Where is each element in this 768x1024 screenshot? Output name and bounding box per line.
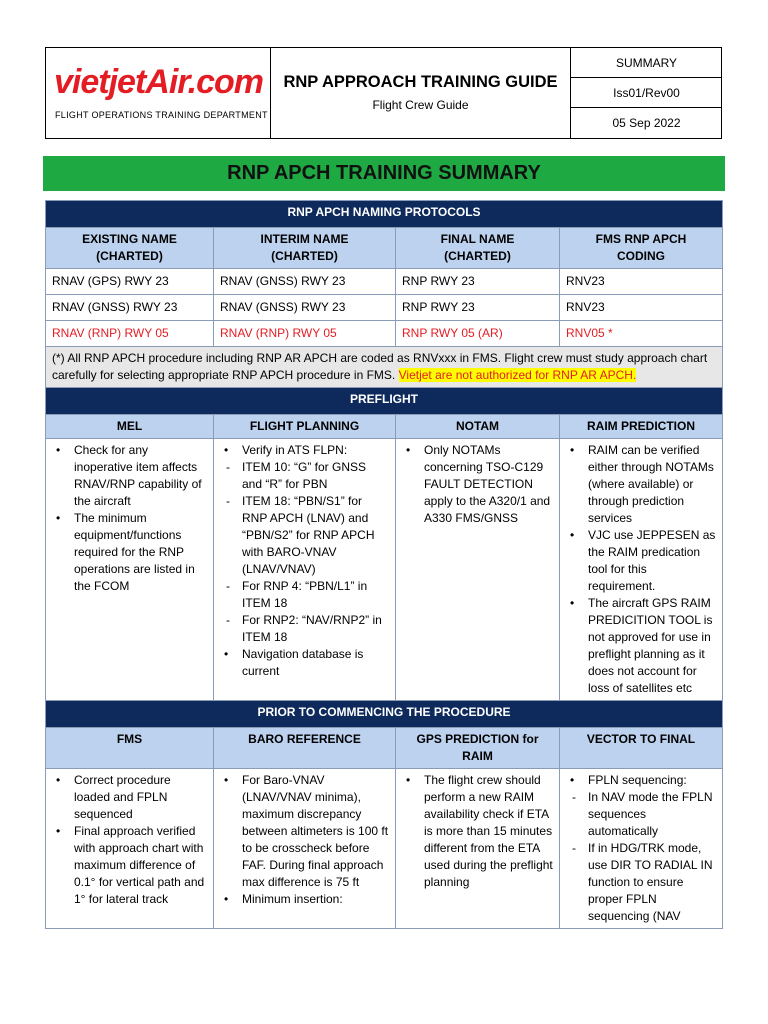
table-cell: RNAV (GNSS) RWY 23: [214, 295, 396, 321]
notam-cell: [396, 439, 560, 701]
flight-planning-cell: [214, 439, 396, 701]
section-preflight: PREFLIGHT: [46, 388, 723, 415]
table-cell: RNAV (RNP) RWY 05: [46, 321, 214, 347]
list-item: • VJC use JEPPESEN as the RAIM predication tool for this requirement.: [566, 527, 716, 595]
document-title: RNP APPROACH TRAINING GUIDE: [283, 73, 558, 91]
col-fms: FMS: [46, 728, 214, 769]
table-cell: RNV05 *: [560, 321, 723, 347]
list-item: • Final approach verified with approach chart with maximum difference of 0.1° for vertical path and 1° for lateral track: [52, 823, 207, 908]
mel-cell: [46, 439, 214, 701]
col-flight-planning: FLIGHT PLANNING: [214, 415, 396, 439]
col-final-name: FINAL NAME (CHARTED): [396, 228, 560, 269]
note-highlight: Vietjet are not authorized for RNP AR APCH.: [398, 368, 637, 382]
section-naming-protocols: RNP APCH NAMING PROTOCOLS: [46, 201, 723, 228]
logo-cell: [46, 48, 271, 138]
raim-cell: [560, 439, 723, 701]
document-header: [45, 47, 722, 139]
coding-note: [46, 347, 723, 388]
title-cell: [271, 48, 571, 138]
table-cell: RNP RWY 05 (AR): [396, 321, 560, 347]
list-item: • Correct procedure loaded and FPLN sequenced: [52, 772, 207, 823]
list-item: • RAIM can be verified either through NOTAMs (where available) or through prediction services: [566, 442, 716, 527]
col-existing-name: EXISTING NAME (CHARTED): [46, 228, 214, 269]
list-item: - In NAV mode the FPLN sequences automatically: [566, 789, 716, 840]
col-interim-name: INTERIM NAME (CHARTED): [214, 228, 396, 269]
list-item: • Verify in ATS FLPN:: [220, 442, 389, 459]
doc-type: SUMMARY: [571, 48, 722, 78]
col-baro-reference: BARO REFERENCE: [214, 728, 396, 769]
list-item: • Minimum insertion:: [220, 891, 389, 908]
list-item: • For Baro-VNAV (LNAV/VNAV minima), maximum discrepancy between altimeters is 100 ft to be crosscheck before FAF. During final approach max difference is 75 ft: [220, 772, 389, 891]
table-row-ar: [46, 321, 723, 347]
document-subtitle: Flight Crew Guide: [372, 98, 469, 112]
list-item: • The minimum equipment/functions required for the RNP operations are listed in the FCOM: [52, 510, 207, 595]
col-gps-prediction: GPS PREDICTION for RAIM: [396, 728, 560, 769]
list-item: - If in HDG/TRK mode, use DIR TO RADIAL IN function to ensure proper FPLN sequencing (NAV: [566, 840, 716, 925]
col-raim-prediction: RAIM PREDICTION: [560, 415, 723, 439]
note-text: (*) All RNP APCH procedure including RNP AR APCH are coded as RNVxxx in FMS. Flight crew must study approach chart carefully for selecting appropriate RNP APCH procedure in FMS.: [52, 351, 708, 382]
col-notam: NOTAM: [396, 415, 560, 439]
list-item: • The flight crew should perform a new RAIM availability check if ETA is more than 15 minutes different from the ETA used during the preflight planning: [402, 772, 553, 891]
table-row: [46, 269, 723, 295]
list-item: • Only NOTAMs concerning TSO-C129 FAULT DETECTION apply to the A320/1 and A330 FMS/GNSS: [402, 442, 553, 527]
list-item: • Navigation database is current: [220, 646, 389, 680]
list-item: • Check for any inoperative item affects RNAV/RNP capability of the aircraft: [52, 442, 207, 510]
col-mel: MEL: [46, 415, 214, 439]
department-label: FLIGHT OPERATIONS TRAINING DEPARTMENT: [55, 110, 268, 120]
table-cell: RNP RWY 23: [396, 295, 560, 321]
gps-cell: [396, 769, 560, 929]
table-cell: RNAV (GNSS) RWY 23: [46, 295, 214, 321]
vector-cell: [560, 769, 723, 929]
list-item: • The aircraft GPS RAIM PREDICITION TOOL is not approved for use in preflight planning as it does not account for loss of satellites etc: [566, 595, 716, 697]
list-item: - For RNP2: “NAV/RNP2” in ITEM 18: [220, 612, 389, 646]
col-fms-coding: FMS RNP APCH CODING: [560, 228, 723, 269]
list-item: - ITEM 10: “G” for GNSS and “R” for PBN: [220, 459, 389, 493]
table-row: [46, 295, 723, 321]
list-item: - For RNP 4: “PBN/L1” in ITEM 18: [220, 578, 389, 612]
vietjet-logo: vietjetAir.com: [54, 63, 263, 101]
table-cell: RNAV (GPS) RWY 23: [46, 269, 214, 295]
baro-cell: [214, 769, 396, 929]
doc-date: 05 Sep 2022: [612, 116, 681, 130]
fms-cell: [46, 769, 214, 929]
table-cell: RNAV (GNSS) RWY 23: [214, 269, 396, 295]
table-cell: RNP RWY 23: [396, 269, 560, 295]
summary-table: [45, 200, 723, 929]
summary-banner: RNP APCH TRAINING SUMMARY: [43, 156, 725, 191]
list-item: • FPLN sequencing:: [566, 772, 716, 789]
table-cell: RNAV (RNP) RWY 05: [214, 321, 396, 347]
table-cell: RNV23: [560, 295, 723, 321]
doc-issue: Iss01/Rev00: [571, 78, 722, 108]
table-cell: RNV23: [560, 269, 723, 295]
list-item: - ITEM 18: “PBN/S1” for RNP APCH (LNAV) and “PBN/S2” for RNP APCH with BARO-VNAV (LNAV/VNAV): [220, 493, 389, 578]
section-prior-to-procedure: PRIOR TO COMMENCING THE PROCEDURE: [46, 701, 723, 728]
col-vector-to-final: VECTOR TO FINAL: [560, 728, 723, 769]
meta-cell: [571, 48, 722, 138]
